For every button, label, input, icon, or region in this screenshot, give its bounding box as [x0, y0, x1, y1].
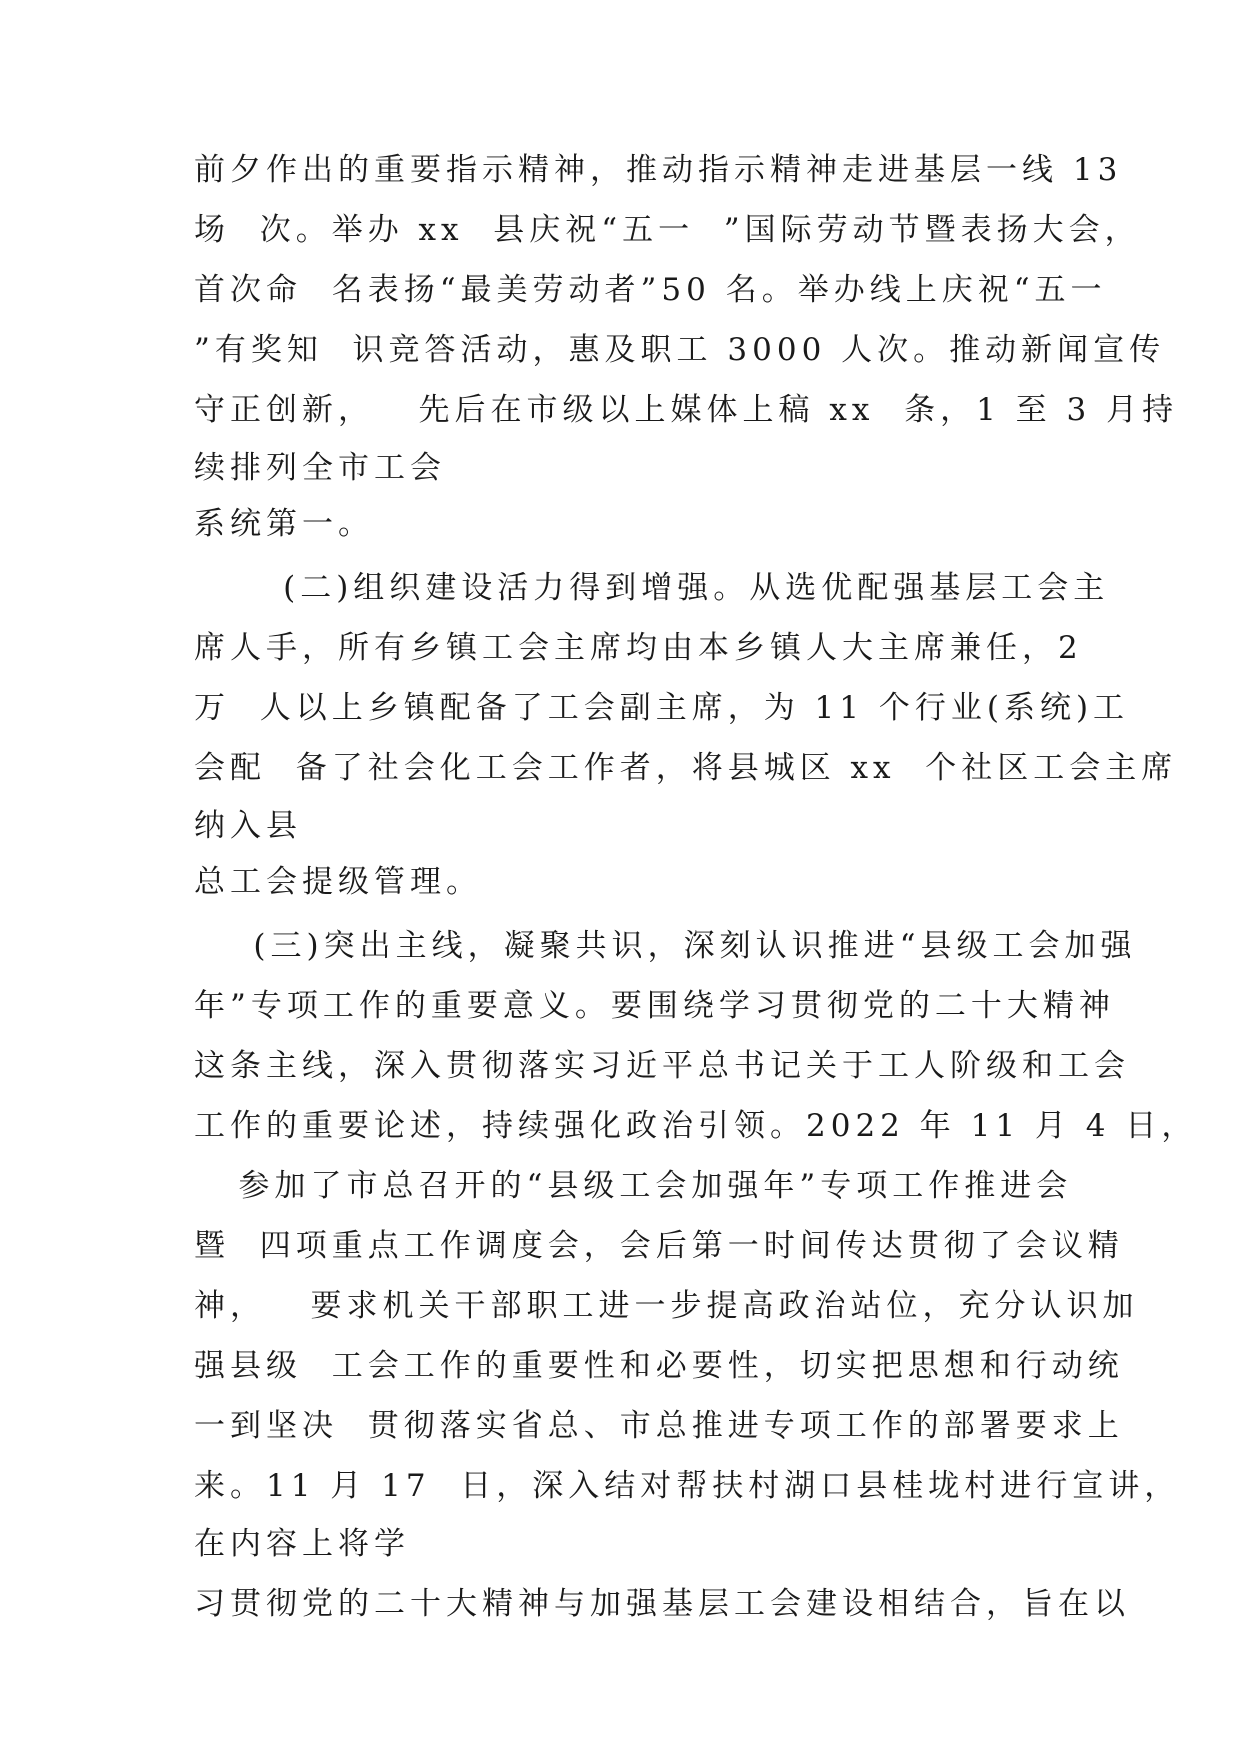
text-line: 工作的重要论述，持续强化政治引领。2022 年 11 月 4 日， [194, 1108, 1198, 1144]
text-line: 首次命 名表扬“最美劳动者”50 名。举办线上庆祝“五一 [194, 272, 1107, 308]
text-line: (二)组织建设活力得到增强。从选优配强基层工会主 [194, 570, 1110, 606]
text-line: 在内容上将学 [194, 1526, 410, 1562]
text-line: 强县级 工会工作的重要性和必要性，切实把思想和行动统 [194, 1348, 1124, 1384]
text-line: 年”专项工作的重要意义。要围绕学习贯彻党的二十大精神 [194, 988, 1115, 1024]
text-line: 前夕作出的重要指示精神，推动指示精神走进基层一线 13 [194, 152, 1123, 188]
text-line: 总工会提级管理。 [194, 864, 482, 900]
text-line: 席人手，所有乡镇工会主席均由本乡镇人大主席兼任，2 [194, 630, 1083, 666]
text-line: 续排列全市工会 [194, 450, 446, 486]
text-line: 一到坚决 贯彻落实省总、市总推进专项工作的部署要求上 [194, 1408, 1124, 1444]
text-line: 会配 备了社会化工会工作者，将县城区 xx 个社区工会主席 [194, 750, 1178, 786]
text-line: (三)突出主线，凝聚共识，深刻认识推进“县级工会加强 [194, 928, 1137, 964]
text-line: 参加了市总召开的“县级工会加强年”专项工作推进会 [194, 1168, 1073, 1204]
text-line: 这条主线，深入贯彻落实习近平总书记关于工人阶级和工会 [194, 1048, 1130, 1084]
text-line: 场 次。举办 xx 县庆祝“五一 ”国际劳动节暨表扬大会， [194, 212, 1141, 248]
text-line: 纳入县 [194, 808, 302, 844]
text-line: ”有奖知 识竞答活动，惠及职工 3000 人次。推动新闻宣传 [194, 332, 1166, 368]
text-line: 暨 四项重点工作调度会，会后第一时间传达贯彻了会议精 [194, 1228, 1124, 1264]
text-line: 来。11 月 17 日，深入结对帮扶村湖口县桂垅村进行宣讲， [194, 1468, 1181, 1504]
text-line: 万 人以上乡镇配备了工会副主席，为 11 个行业(系统)工 [194, 690, 1130, 726]
text-line: 系统第一。 [194, 506, 374, 542]
text-line: 神， 要求机关干部职工进一步提高政治站位，充分认识加 [194, 1288, 1139, 1324]
text-line: 守正创新， 先后在市级以上媒体上稿 xx 条，1 至 3 月持 [194, 392, 1179, 428]
text-line: 习贯彻党的二十大精神与加强基层工会建设相结合，旨在以 [194, 1586, 1130, 1622]
